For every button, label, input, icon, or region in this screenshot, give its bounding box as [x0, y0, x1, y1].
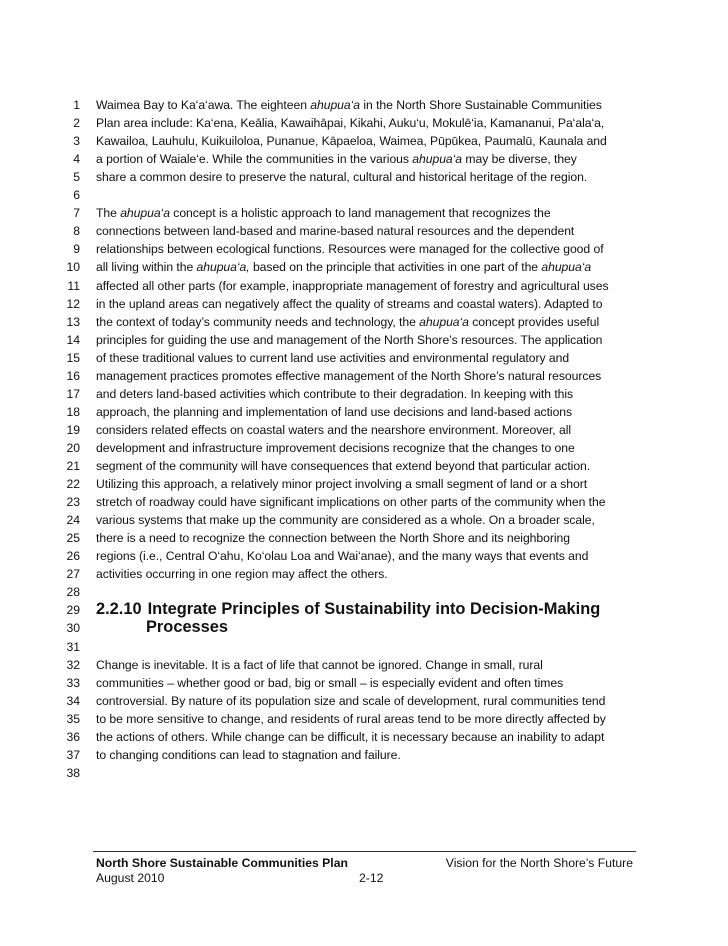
footer-plan-title: North Shore Sustainable Communities Plan — [96, 856, 348, 870]
line-number: 7 — [73, 206, 80, 220]
line-number: 24 — [66, 513, 80, 527]
line-number: 4 — [73, 152, 80, 166]
text-line — [0, 457, 728, 475]
italic-term: ahupua‘a — [412, 152, 463, 166]
text-run: in the upland areas can negatively affect the quality of streams and coastal waters). Adapted to — [96, 297, 603, 311]
text-line — [0, 240, 728, 258]
footer-divider — [93, 851, 636, 852]
text-line — [0, 349, 728, 367]
line-text — [96, 331, 602, 349]
line-number: 27 — [66, 567, 80, 581]
text-run: may be diverse, they — [462, 152, 577, 166]
line-text — [96, 529, 570, 547]
text-line — [0, 493, 728, 511]
text-run: Utilizing this approach, a relatively minor project involving a small segment of land or a short — [96, 477, 588, 491]
text-run: Waimea Bay to Ka‘a‘awa. The eighteen — [96, 98, 311, 112]
line-text — [96, 204, 551, 222]
text-run: controversial. By nature of its population size and scale of development, rural communities tend — [96, 694, 606, 708]
text-line — [0, 277, 728, 295]
text-run: regions (i.e., Central O‘ahu, Ko‘olau Loa and Wai‘anae), and the many ways that events and — [96, 549, 589, 563]
line-text — [96, 674, 563, 692]
text-run: and deters land-based activities which contribute to their degradation. In keeping with this — [96, 387, 574, 401]
text-run: the context of today’s community needs and technology, the — [96, 315, 420, 329]
heading-line — [0, 619, 728, 637]
footer-date: August 2010 — [96, 871, 165, 885]
text-run: principles for guiding the use and management of the North Shore’s resources. The application — [96, 333, 603, 347]
line-text — [96, 511, 595, 529]
line-number: 16 — [66, 369, 80, 383]
text-run: various systems that make up the community are considered as a whole. On a broader scale, — [96, 513, 595, 527]
line-number: 32 — [66, 658, 80, 672]
line-text — [96, 439, 575, 457]
text-line — [0, 638, 728, 656]
text-line — [0, 439, 728, 457]
line-text — [96, 150, 577, 168]
line-number: 12 — [66, 297, 80, 311]
line-number: 8 — [73, 224, 80, 238]
line-text — [96, 421, 571, 439]
text-run: concept provides useful — [468, 315, 600, 329]
text-line — [0, 656, 728, 674]
line-text — [96, 656, 543, 674]
text-run: to be more sensitive to change, and residents of rural areas tend to be more directly affected by — [96, 712, 606, 726]
text-run: Kawailoa, Lauhulu, Kuikuiloloa, Punanue, Kāpaeloa, Waimea, Pūpūkea, Paumalū, Kaunala and — [96, 134, 607, 148]
text-line — [0, 565, 728, 583]
line-number: 22 — [66, 477, 80, 491]
text-run: connections between land-based and marine-based natural resources and the dependent — [96, 224, 575, 238]
line-number: 30 — [66, 621, 80, 635]
text-run: The — [96, 206, 121, 220]
line-text — [96, 258, 591, 276]
text-run: to changing conditions can lead to stagnation and failure. — [96, 748, 401, 762]
line-text — [96, 240, 604, 258]
text-line — [0, 728, 728, 746]
text-line — [0, 96, 728, 114]
line-text — [96, 114, 604, 132]
text-run: in the North Shore Sustainable Communities — [360, 98, 602, 112]
line-text — [96, 692, 605, 710]
page-number: 2-12 — [359, 871, 384, 885]
text-line — [0, 258, 728, 276]
text-line — [0, 313, 728, 331]
line-number: 33 — [66, 676, 80, 690]
line-number: 9 — [73, 242, 80, 256]
text-run: there is a need to recognize the connection between the North Shore and its neighboring — [96, 531, 570, 545]
line-number: 23 — [66, 495, 80, 509]
footer-section-title: Vision for the North Shore’s Future — [445, 856, 633, 870]
italic-term: ahupua‘a, — [196, 260, 250, 274]
text-line — [0, 692, 728, 710]
line-number: 14 — [66, 333, 80, 347]
line-number: 20 — [66, 441, 80, 455]
line-number: 36 — [66, 730, 80, 744]
italic-term: ahupua‘a — [310, 98, 361, 112]
line-number: 29 — [66, 603, 80, 617]
line-number: 35 — [66, 712, 80, 726]
line-number: 17 — [66, 387, 80, 401]
line-text — [96, 132, 607, 150]
line-text — [96, 367, 601, 385]
italic-term: ahupua‘a — [541, 260, 592, 274]
text-run: approach, the planning and implementation of land use decisions and land-based actions — [96, 405, 573, 419]
text-run: communities – whether good or bad, big or small – is especially evident and often times — [96, 676, 564, 690]
heading-line — [0, 601, 728, 619]
text-run: management practices promotes effective management of the North Shore’s natural resources — [96, 369, 602, 383]
text-run: segment of the community will have consequences that extend beyond that particular action. — [96, 459, 591, 473]
text-line — [0, 511, 728, 529]
text-run: activities occurring in one region may affect the others. — [96, 567, 388, 581]
line-text — [96, 96, 602, 114]
line-number: 11 — [67, 279, 80, 293]
text-line — [0, 114, 728, 132]
line-text — [96, 349, 569, 367]
line-number: 13 — [66, 315, 80, 329]
text-run: considers related effects on coastal waters and the nearshore environment. Moreover, all — [96, 423, 572, 437]
line-number: 28 — [66, 585, 80, 599]
italic-term: ahupua‘a — [419, 315, 469, 329]
line-text — [96, 710, 606, 728]
text-line — [0, 547, 728, 565]
line-number: 19 — [66, 423, 80, 437]
text-line — [0, 710, 728, 728]
section-heading-continued — [146, 616, 228, 638]
text-line — [0, 331, 728, 349]
line-number: 5 — [73, 170, 80, 184]
line-text — [96, 728, 604, 746]
text-run: based on the principle that activities in one part of the — [249, 260, 542, 274]
line-text — [96, 403, 572, 421]
line-number: 26 — [66, 549, 80, 563]
text-line — [0, 475, 728, 493]
text-line — [0, 403, 728, 421]
line-number: 21 — [66, 459, 80, 473]
text-line — [0, 222, 728, 240]
line-number: 3 — [73, 134, 80, 148]
text-line — [0, 186, 728, 204]
line-text — [96, 475, 587, 493]
line-number: 1 — [73, 98, 80, 112]
text-run: affected all other parts (for example, inappropriate management of forestry and agricultural uses — [96, 279, 609, 293]
text-line — [0, 367, 728, 385]
line-number: 2 — [73, 116, 80, 130]
line-text — [96, 313, 599, 331]
line-text — [96, 565, 388, 583]
section-heading-text: Integrate Principles of Sustainability into Decision-Making — [147, 600, 601, 618]
line-number: 31 — [66, 640, 80, 654]
line-text — [96, 222, 574, 240]
text-run: Plan area include: Ka‘ena, Keālia, Kawaihāpai, Kikahi, Auku‘u, Mokulē‘ia, Kamananui, Pa‘ala‘a, — [96, 116, 605, 130]
text-run: share a common desire to preserve the natural, cultural and historical heritage of the region. — [96, 170, 588, 184]
text-line — [0, 674, 728, 692]
text-line — [0, 385, 728, 403]
section-number: 2.2.10 — [96, 600, 142, 618]
text-line — [0, 168, 728, 186]
line-number: 18 — [66, 405, 80, 419]
line-text — [96, 457, 590, 475]
text-run: stretch of roadway could have significant implications on other parts of the community when the — [96, 495, 606, 509]
line-number: 37 — [66, 748, 80, 762]
line-text — [96, 746, 401, 764]
italic-term: ahupua‘a — [120, 206, 170, 220]
line-number: 25 — [66, 531, 80, 545]
line-number: 15 — [66, 351, 80, 365]
text-line — [0, 204, 728, 222]
text-run: development and infrastructure improvement decisions recognize that the changes to one — [96, 441, 575, 455]
text-line — [0, 150, 728, 168]
line-text — [96, 547, 588, 565]
text-run: concept is a holistic approach to land management that recognizes the — [169, 206, 551, 220]
line-text — [96, 168, 587, 186]
text-line — [0, 132, 728, 150]
text-line — [0, 746, 728, 764]
text-run: Change is inevitable. It is a fact of life that cannot be ignored. Change in small, rural — [96, 658, 543, 672]
line-number: 10 — [66, 260, 80, 274]
text-line — [0, 764, 728, 782]
text-run: a portion of Waiale‘e. While the communities in the various — [96, 152, 413, 166]
line-number: 6 — [73, 188, 80, 202]
line-text — [96, 295, 603, 313]
text-run: relationships between ecological functions. Resources were managed for the collective good of — [96, 242, 604, 256]
line-number: 38 — [66, 766, 80, 780]
line-number: 34 — [66, 694, 80, 708]
text-line — [0, 295, 728, 313]
text-line — [0, 421, 728, 439]
text-run: the actions of others. While change can be difficult, it is necessary because an inability to adapt — [96, 730, 605, 744]
line-text — [96, 385, 573, 403]
line-text — [96, 493, 605, 511]
section-heading-text: Processes — [146, 618, 229, 636]
text-run: of these traditional values to current land use activities and environmental regulatory and — [96, 351, 570, 365]
text-line — [0, 529, 728, 547]
text-run: all living within the — [96, 260, 197, 274]
line-text — [96, 277, 609, 295]
